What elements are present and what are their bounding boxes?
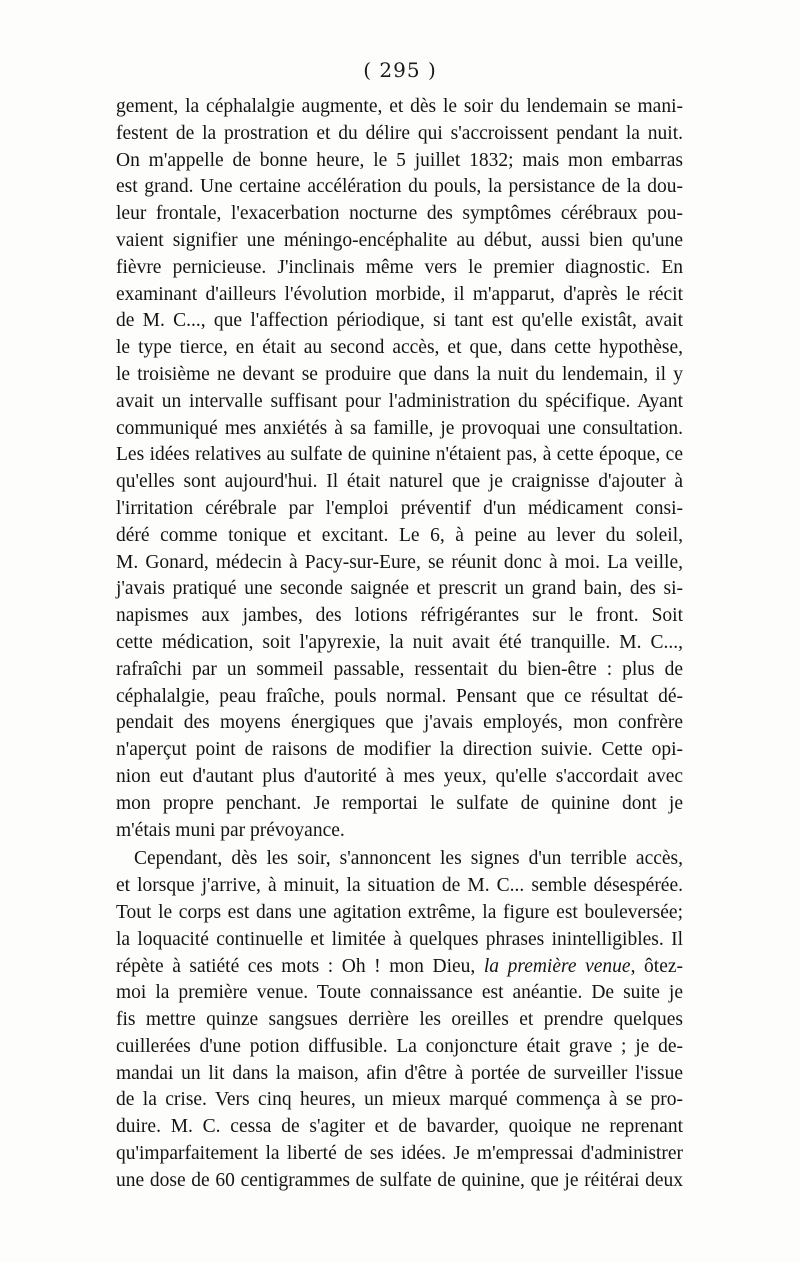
text-line: l'irritation cérébrale par l'emploi préventif d'un médicament consi- [116,497,683,519]
text-line: le troisième ne devant se produire que dans la nuit du lendemain, il y [116,363,683,385]
text-line: est grand. Une certaine accélération du pouls, la persistance de la dou- [116,176,683,198]
text-line: déré comme tonique et excitant. Le 6, à peine au lever du soleil, [116,524,683,546]
text-line: leur frontale, l'exacerbation nocturne des symptômes cérébraux pou- [116,203,683,225]
text-line: moi la première venue. Toute connaissance est anéantie. De suite je [116,982,683,1004]
paragraph-1 [116,94,683,844]
text-line: examinant d'ailleurs l'évolution morbide, il m'apparut, d'après le récit [116,283,683,305]
text-line: M. Gonard, médecin à Pacy-sur-Eure, se réunit donc à moi. La veille, [116,551,683,573]
text-line: mon propre penchant. Je remportai le sulfate de quinine dont je [116,792,683,814]
text-line: le type tierce, en était au second accès, et que, dans cette hypothèse, [116,337,683,359]
text-line: et lorsque j'arrive, à minuit, la situation de M. C... semble désespérée. [116,875,683,897]
text-line: m'étais muni par prévoyance. [116,819,345,841]
text-line: vaient signifier une méningo-encéphalite au début, aussi bien qu'une [116,229,683,251]
text-line: gement, la céphalalgie augmente, et dès le soir du lendemain se mani- [116,96,683,117]
text-line: pendait des moyens énergiques que j'avais employés, mon confrère [116,712,683,734]
text-line: qu'imparfaitement la liberté de ses idées. Je m'empressai d'administrer [116,1143,683,1165]
paragraph-2 [116,846,683,1194]
text-line: nion eut d'autant plus d'autorité à mes yeux, qu'elle s'accordait avec [116,765,683,787]
text-line: On m'appelle de bonne heure, le 5 juillet 1832; mais mon embarras [116,149,683,171]
text-line: une dose de 60 centigrammes de sulfate de quinine, que je réitérai deux [116,1169,683,1191]
text-line: duire. M. C. cessa de s'agiter et de bavarder, quoique ne reprenant [116,1116,683,1138]
text-line: festent de la prostration et du délire qui s'accroissent pendant la nuit. [116,122,683,144]
text-line: rafraîchi par un sommeil passable, ressentait du bien-être : plus de [116,658,683,680]
text-line: de la crise. Vers cinq heures, un mieux marqué commença à se pro- [116,1089,683,1111]
text-line: la loquacité continuelle et limitée à quelques phrases inintelligibles. Il [116,928,683,950]
text-line: fis mettre quinze sangsues derrière les oreilles et prendre quelques [116,1009,683,1031]
text-line: mandai un lit dans la maison, afin d'être à portée de surveiller l'issue [116,1062,683,1084]
page-number: ( 295 ) [363,58,437,82]
text-line: fièvre pernicieuse. J'inclinais même vers le premier diagnostic. En [116,256,683,278]
text-line: j'avais pratiqué une seconde saignée et prescrit un grand bain, des si- [116,578,683,600]
text-line: Tout le corps est dans une agitation extrême, la figure est bouleversée; [116,901,683,923]
text-line: cette médication, soit l'apyrexie, la nuit avait été tranquille. M. C..., [116,631,683,653]
text-line: avait un intervalle suffisant pour l'administration du spécifique. Ayant [116,390,683,412]
text-line: Cependant, dès les soir, s'annoncent les signes d'un terrible accès, [134,848,683,870]
text-line: napismes aux jambes, des lotions réfrigérantes sur le front. Soit [116,605,683,627]
text-line: Les idées relatives au sulfate de quinine n'étaient pas, à cette époque, ce [116,444,683,466]
text-line: n'aperçut point de raisons de modifier la direction suivie. Cette opi- [116,739,683,761]
text-line: répète à satiété ces mots : Oh ! mon Dieu, la première venue, ôtez- [116,955,683,977]
italic-phrase: la première venue [483,955,631,977]
body-text [116,94,683,1195]
text-line: céphalalgie, peau fraîche, pouls normal. Pensant que ce résultat dé- [116,685,683,707]
text-line: de M. C..., que l'affection périodique, si tant est qu'elle existât, avait [116,310,683,332]
text-line: qu'elles sont aujourd'hui. Il était naturel que je craignisse d'ajouter à [116,471,683,493]
text-line: cuillerées d'une potion diffusible. La conjoncture était grave ; je de- [116,1035,683,1057]
text-line: communiqué mes anxiétés à sa famille, je provoquai une consultation. [116,417,683,439]
